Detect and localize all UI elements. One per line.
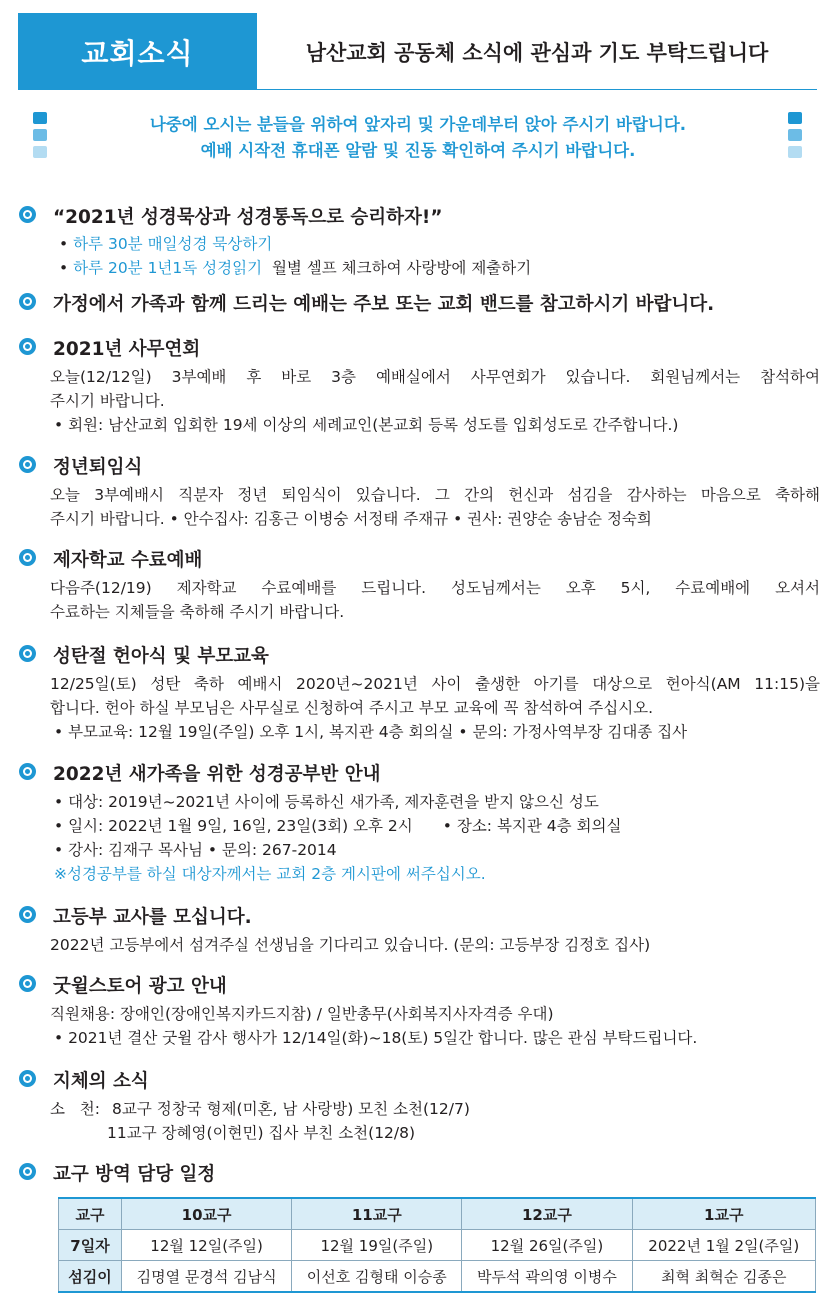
notice-line: 나중에 오시는 분들을 위하여 앞자리 및 가운데부터 앉아 주시기 바랍니다. [149, 115, 687, 134]
list-item: 하루 30분 매일성경 묵상하기 [73, 235, 273, 253]
paragraph-line: 합니다. 헌아 하실 부모님은 사무실로 신청하여 주시고 부모 교육에 꼭 참석하여 주십시오. [50, 699, 654, 717]
bullet-icon [19, 293, 36, 310]
paragraph-line: 주시기 바랍니다. • 안수집사: 김홍근 이병숭 서정태 주재규 • 권사: 권양순 송남순 정숙희 [50, 510, 652, 528]
section-title: 제자학교 수료예배 [53, 550, 203, 571]
bullet-icon [19, 645, 36, 662]
table-header-cell: 11교구 [292, 1198, 462, 1230]
table-header-cell: 12교구 [462, 1198, 632, 1230]
table-cell: 2022년 1월 2일(주일) [632, 1230, 815, 1261]
schedule-table [58, 1197, 816, 1293]
section-title: 2021년 사무연회 [53, 339, 201, 360]
paragraph-line: 다음주(12/19) 제자학교 수료예배를 드립니다. 성도님께서는 오후 5시, 수료예배에 오셔서 [50, 579, 820, 597]
bullet-icon [19, 338, 36, 355]
paragraph-line: 12/25일(토) 성탄 축하 예배시 2020년~2021년 사이 출생한 아기를 대상으로 헌아식(AM 11:15)을 [50, 675, 820, 693]
table-header-cell: 1교구 [632, 1198, 815, 1230]
paragraph-line: • 장소: 복지관 4층 회의실 [442, 817, 622, 835]
section-title: 교구 방역 담당 일정 [53, 1164, 216, 1185]
news-item: 8교구 정창국 형제(미혼, 남 사랑방) 모친 소천(12/7) [112, 1100, 470, 1118]
paragraph-line: • 대상: 2019년~2021년 사이에 등록하신 새가족, 제자훈련을 받지 않으신 성도 [54, 793, 599, 811]
section-title: 굿윌스토어 광고 안내 [53, 976, 227, 997]
section-title: “2021년 성경묵상과 성경통독으로 승리하자!” [53, 207, 443, 228]
table-cell: 최혁 최혁순 김종은 [632, 1261, 815, 1293]
bullet-icon [19, 456, 36, 473]
bullet-icon [19, 1163, 36, 1180]
paragraph-line: 오늘 3부예배시 직분자 정년 퇴임식이 있습니다. 그 간의 헌신과 섬김을 감사하는 마음으로 축하해 [50, 486, 820, 504]
table-cell: 12월 19일(주일) [292, 1230, 462, 1261]
paragraph-line: 주시기 바랍니다. [50, 392, 165, 410]
highlight-note: ※성경공부를 하실 대상자께서는 교회 2층 게시판에 써주십시오. [54, 865, 486, 883]
section-title: 성탄절 헌아식 및 부모교육 [53, 646, 269, 667]
bullet-icon [19, 549, 36, 566]
table-cell: 이선호 김형태 이승종 [292, 1261, 462, 1293]
section-title: 정년퇴임식 [53, 457, 143, 478]
table-header-row [59, 1198, 816, 1230]
news-item: 11교구 장혜영(이현민) 집사 부친 소천(12/8) [107, 1124, 416, 1142]
header-divider [257, 89, 817, 90]
paragraph-line: • 회원: 남산교회 입회한 19세 이상의 세례교인(본교회 등록 성도를 입회성도로 간주합니다.) [54, 416, 679, 434]
page-title: 교회소식 [18, 13, 257, 90]
table-cell: 12월 26일(주일) [462, 1230, 632, 1261]
bullet-icon [19, 1070, 36, 1087]
list-item-note: 월별 셀프 체크하여 사랑방에 제출하기 [271, 259, 532, 277]
table-row-header: 섬김이 [59, 1261, 122, 1293]
page-header [18, 13, 817, 90]
bullet-icon [19, 206, 36, 223]
news-label: 소 천: [50, 1100, 100, 1118]
table-row-header: 7일자 [59, 1230, 122, 1261]
paragraph-line: 2022년 고등부에서 섬겨주실 선생님을 기다리고 있습니다. (문의: 고등부장 김정호 집사) [50, 936, 651, 954]
section-title: 가정에서 가족과 함께 드리는 예배는 주보 또는 교회 밴드를 참고하시기 바랍니다. [53, 294, 715, 315]
page-subtitle: 남산교회 공동체 소식에 관심과 기도 부탁드립니다 [305, 40, 769, 65]
paragraph-line: • 부모교육: 12월 19일(주일) 오후 1시, 복지관 4층 회의실 • 문의: 가정사역부장 김대종 집사 [54, 723, 688, 741]
table-header-cell: 교구 [59, 1198, 122, 1230]
table-row [59, 1230, 816, 1261]
bullet-icon [19, 975, 36, 992]
paragraph-line: • 일시: 2022년 1월 9일, 16일, 23일(3회) 오후 2시 [54, 817, 413, 835]
list-item: 하루 20분 1년1독 성경읽기 [73, 259, 263, 277]
table-header-cell: 10교구 [122, 1198, 292, 1230]
notice-box [33, 112, 803, 172]
paragraph-line: 오늘(12/12일) 3부예배 후 바로 3층 예배실에서 사무연회가 있습니다. 회원님께서는 참석하여 [50, 368, 820, 386]
table-cell: 김명열 문경석 김남식 [122, 1261, 292, 1293]
table-row [59, 1261, 816, 1293]
paragraph-line: 직원채용: 장애인(장애인복지카드지참) / 일반총무(사회복지사자격증 우대) [50, 1005, 554, 1023]
table-cell: 12월 12일(주일) [122, 1230, 292, 1261]
notice-text [33, 112, 803, 164]
paragraph-line: 수료하는 지체들을 축하해 주시기 바랍니다. [50, 603, 345, 621]
paragraph-line: • 2021년 결산 굿윌 감사 행사가 12/14일(화)~18(토) 5일간 합니다. 많은 관심 부탁드립니다. [54, 1029, 698, 1047]
section-title: 지체의 소식 [53, 1071, 149, 1092]
section-title: 고등부 교사를 모십니다. [53, 907, 252, 928]
bullet-icon [19, 906, 36, 923]
paragraph-line: • 강사: 김재구 목사님 • 문의: 267-2014 [54, 841, 337, 859]
table-cell: 박두석 곽의영 이병수 [462, 1261, 632, 1293]
section-title: 2022년 새가족을 위한 성경공부반 안내 [53, 764, 381, 785]
bullet-icon [19, 763, 36, 780]
notice-line: 예배 시작전 휴대폰 알람 및 진동 확인하여 주시기 바랍니다. [200, 141, 636, 160]
